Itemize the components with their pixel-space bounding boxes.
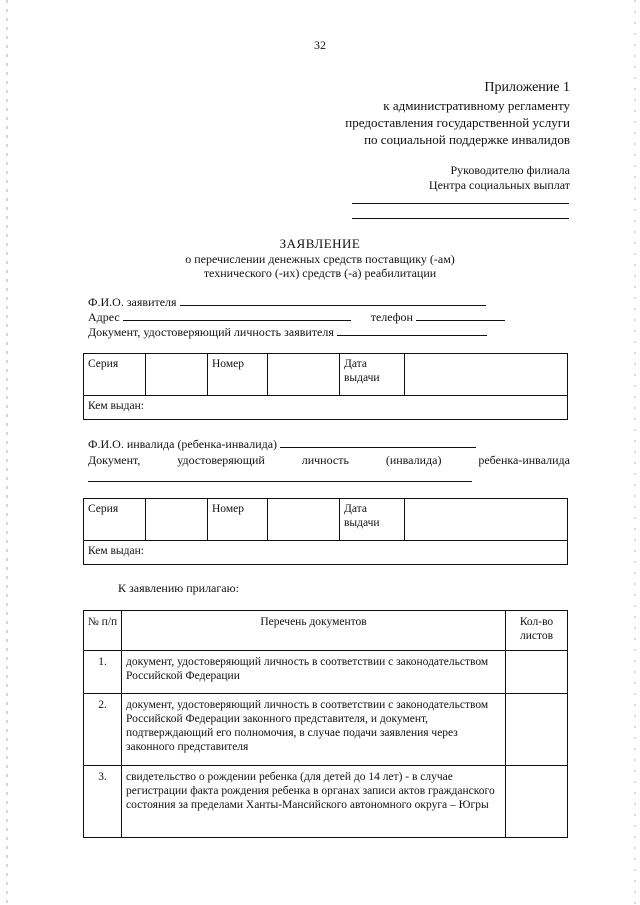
applicant-document-label: Документ, удостоверяющий личность заявителя — [88, 325, 334, 339]
header-list: Перечень документов — [122, 611, 506, 651]
addressee-line-2: Центра социальных выплат — [428, 178, 570, 192]
number-cell[interactable] — [268, 354, 340, 396]
header-count: Кол-во листов — [506, 611, 568, 651]
issue-date-label-line-1: Дата — [344, 358, 367, 370]
invalid-id-table — [83, 498, 568, 565]
row-count-cell[interactable] — [506, 694, 568, 766]
applicant-address-label: Адрес — [88, 310, 120, 324]
invalid-document-field[interactable] — [88, 481, 472, 482]
addressee-line-1: Руководителю филиала — [450, 163, 570, 177]
number-label: Номер — [208, 499, 268, 541]
appendix-header — [345, 79, 570, 148]
applicant-id-table — [83, 353, 568, 420]
row-text: документ, удостоверяющий личность в соответствии с законодательством Российской Федерации — [122, 651, 506, 694]
row-num: 1. — [84, 651, 122, 694]
table-row — [84, 766, 568, 838]
title-line-2: технического (-их) средств (-а) реабилитации — [203, 266, 437, 280]
series-label: Серия — [84, 354, 146, 396]
addressee-block — [429, 163, 570, 193]
row-num: 3. — [84, 766, 122, 838]
issue-date-cell[interactable] — [405, 354, 568, 396]
title-line-1: о перечислении денежных средств поставщику (-ам) — [185, 252, 455, 266]
applicant-address-row — [88, 310, 505, 324]
issue-date-label-line-2: выдачи — [344, 372, 380, 384]
applicant-address-field[interactable] — [123, 310, 351, 321]
invalid-doc-word-2: удостоверяющий — [177, 453, 265, 467]
table-row — [84, 694, 568, 766]
applicant-phone-field[interactable] — [416, 310, 505, 321]
invalid-doc-word-4: (инвалида) — [385, 453, 442, 467]
invalid-document-row — [88, 453, 570, 468]
appendix-line-1: Приложение 1 — [484, 80, 570, 95]
title-heading: ЗАЯВЛЕНИЕ — [279, 236, 361, 251]
invalid-fio-row — [88, 437, 476, 451]
left-scan-edge — [6, 0, 8, 905]
applicant-phone-label: телефон — [370, 310, 413, 324]
invalid-fio-label: Ф.И.О. инвалида (ребенка-инвалида) — [88, 437, 278, 451]
appendix-line-2: к административному регламенту — [383, 98, 570, 113]
applicant-document-field[interactable] — [337, 325, 487, 336]
document-title — [0, 236, 640, 280]
addressee-blank-2[interactable] — [352, 218, 569, 219]
invalid-doc-word-3: личность — [301, 453, 349, 467]
issued-by-label: Кем выдан: — [88, 545, 144, 557]
applicant-document-row — [88, 325, 487, 339]
series-cell[interactable] — [146, 354, 208, 396]
issued-by-label: Кем выдан: — [88, 400, 144, 412]
row-num: 2. — [84, 694, 122, 766]
number-cell[interactable] — [268, 499, 340, 541]
applicant-fio-row — [88, 295, 486, 309]
table-row — [84, 651, 568, 694]
invalid-doc-word-1: Документ, — [88, 453, 141, 467]
row-text: документ, удостоверяющий личность в соответствии с законодательством Российской Федерации законного представителя, и документ, подтверждающий его полномочия, в случае подачи заявления через законного представителя — [122, 694, 506, 766]
right-scan-edge — [634, 0, 636, 905]
documents-table — [83, 610, 568, 838]
issued-by-cell[interactable] — [84, 396, 568, 420]
issue-date-label — [340, 354, 405, 396]
header-num: № п/п — [84, 611, 122, 651]
applicant-fio-field[interactable] — [180, 295, 486, 306]
issue-date-label — [340, 499, 405, 541]
invalid-fio-field[interactable] — [280, 437, 476, 448]
row-count-cell[interactable] — [506, 651, 568, 694]
series-label: Серия — [84, 499, 146, 541]
issued-by-cell[interactable] — [84, 541, 568, 565]
row-text: свидетельство о рождении ребенка (для детей до 14 лет) - в случае регистрации факта рождения ребенка в органах записи актов гражданского состояния за пределами Ханты-Мансийского автономного округа – Югры — [122, 766, 506, 838]
number-label: Номер — [208, 354, 268, 396]
addressee-blank-1[interactable] — [352, 203, 569, 204]
issue-date-label-line-1: Дата — [344, 503, 367, 515]
invalid-doc-word-5: ребенка-инвалида — [478, 453, 570, 467]
page-number: 32 — [314, 38, 326, 52]
issue-date-label-line-2: выдачи — [344, 517, 380, 529]
attach-text: К заявлению прилагаю: — [118, 581, 239, 595]
issue-date-cell[interactable] — [405, 499, 568, 541]
appendix-line-3: предоставления государственной услуги — [345, 115, 570, 130]
appendix-line-4: по социальной поддержке инвалидов — [364, 132, 570, 147]
row-count-cell[interactable] — [506, 766, 568, 838]
series-cell[interactable] — [146, 499, 208, 541]
applicant-fio-label: Ф.И.О. заявителя — [88, 295, 177, 309]
